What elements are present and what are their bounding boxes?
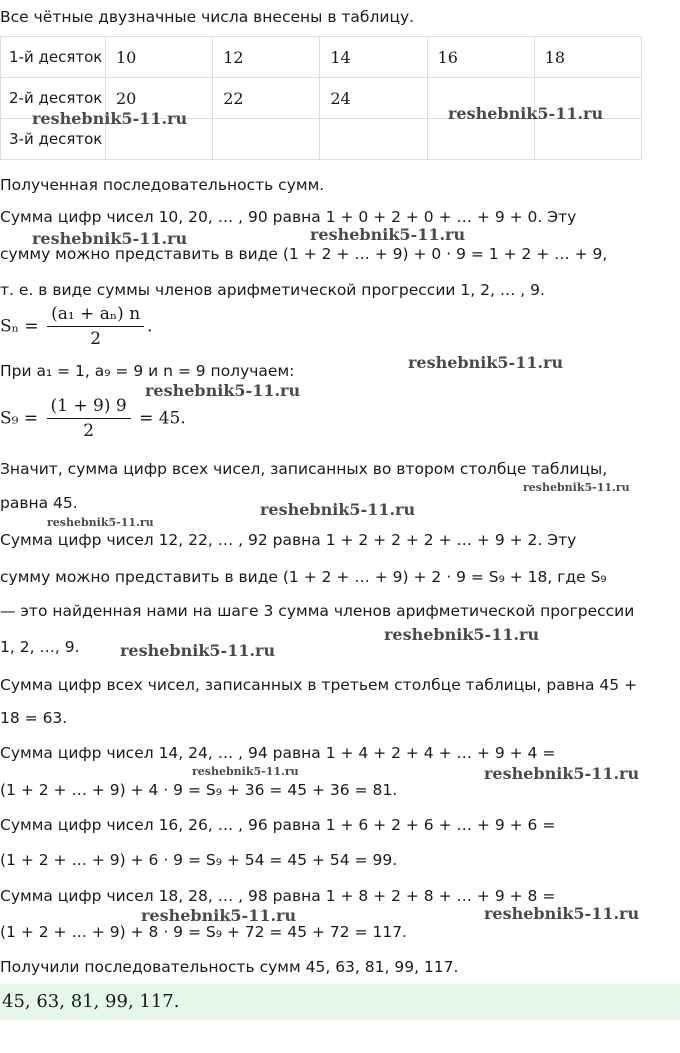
watermark: reshebnik5-11.ru [523,481,630,494]
table-cell: 22 [213,78,320,119]
text-line: При a₁ = 1, a₉ = 9 и n = 9 получаем: [0,362,295,380]
formula-lhs: S₉ = [0,408,39,429]
watermark: reshebnik5-11.ru [47,516,154,529]
text-line: 1, 2, …, 9. [0,638,80,656]
table-cell: 12 [213,37,320,78]
table-cell: 14 [320,37,427,78]
text-line: 18 = 63. [0,709,68,727]
text-line: сумму можно представить в виде (1 + 2 + … + 9) + 0 · 9 = 1 + 2 + … + 9, [0,245,608,263]
watermark: reshebnik5-11.ru [310,225,466,244]
fraction [47,396,131,441]
watermark: reshebnik5-11.ru [408,353,564,372]
text-line: Сумма цифр чисел 10, 20, … , 90 равна 1 + 0 + 2 + 0 + … + 9 + 0. Эту [0,208,577,226]
text-line: Сумма цифр чисел 14, 24, … , 94 равна 1 + 4 + 2 + 4 + … + 9 + 4 = [0,744,556,762]
watermark: reshebnik5-11.ru [145,381,301,400]
text-line: равна 45. [0,494,78,512]
text-line: Получили последовательность сумм 45, 63, 81, 99, 117. [0,958,459,976]
intro-text: Все чётные двузначные числа внесены в таблицу. [0,8,415,26]
answer-box [0,984,680,1020]
table-cell: 16 [427,37,534,78]
text-line: (1 + 2 + … + 9) + 6 · 9 = S₉ + 54 = 45 + 54 = 99. [0,851,398,869]
formula-lhs: Sₙ = [0,316,39,337]
row-label: 2-й десяток [1,78,106,119]
formula-tail: = 45. [139,408,186,429]
text-line: — это найденная нами на шаге 3 сумма членов арифметической прогрессии [0,602,635,620]
table-cell [534,119,641,160]
s9-formula [0,396,186,441]
text-line: Сумма цифр чисел 12, 22, … , 92 равна 1 + 2 + 2 + 2 + … + 9 + 2. Эту [0,531,577,549]
sum-formula [0,304,153,349]
fraction-numerator: (1 + 9) 9 [47,396,131,419]
watermark: reshebnik5-11.ru [192,765,299,778]
table-cell [320,119,427,160]
watermark: reshebnik5-11.ru [384,625,540,644]
row-label: 3-й десяток [1,119,106,160]
text-line: Сумма цифр чисел 18, 28, … , 98 равна 1 + 8 + 2 + 8 + … + 9 + 8 = [0,887,556,905]
watermark: reshebnik5-11.ru [120,641,276,660]
table-cell: 20 [106,78,213,119]
table-cell [427,119,534,160]
watermark: reshebnik5-11.ru [484,764,640,783]
even-numbers-table [0,36,642,160]
watermark: reshebnik5-11.ru [32,109,188,128]
table-cell: 10 [106,37,213,78]
text-line: Полученная последовательность сумм. [0,176,325,194]
table-cell: 18 [534,37,641,78]
watermark: reshebnik5-11.ru [484,904,640,923]
fraction [47,304,144,349]
watermark: reshebnik5-11.ru [141,906,297,925]
text-line: Значит, сумма цифр всех чисел, записанных во втором столбце таблицы, [0,460,608,478]
table-row [1,37,642,78]
watermark: reshebnik5-11.ru [260,500,416,519]
watermark: reshebnik5-11.ru [448,104,604,123]
fraction-denominator: 2 [90,329,102,349]
fraction-denominator: 2 [83,421,95,441]
table-cell: 24 [320,78,427,119]
text-line: т. е. в виде суммы членов арифметической прогрессии 1, 2, … , 9. [0,281,545,299]
answer-text: 45, 63, 81, 99, 117. [2,991,180,1012]
formula-tail: . [147,316,153,337]
text-line: Сумма цифр всех чисел, записанных в третьем столбце таблицы, равна 45 + [0,676,638,694]
text-line: сумму можно представить в виде (1 + 2 + … + 9) + 2 · 9 = S₉ + 18, где S₉ [0,568,607,586]
fraction-numerator: (a₁ + aₙ) n [47,304,144,327]
table-cell [213,119,320,160]
text-line: Сумма цифр чисел 16, 26, … , 96 равна 1 + 6 + 2 + 6 + … + 9 + 6 = [0,816,556,834]
row-label: 1-й десяток [1,37,106,78]
text-line: (1 + 2 + … + 9) + 8 · 9 = S₉ + 72 = 45 + 72 = 117. [0,923,407,941]
text-line: (1 + 2 + … + 9) + 4 · 9 = S₉ + 36 = 45 + 36 = 81. [0,781,398,799]
watermark: reshebnik5-11.ru [32,229,188,248]
